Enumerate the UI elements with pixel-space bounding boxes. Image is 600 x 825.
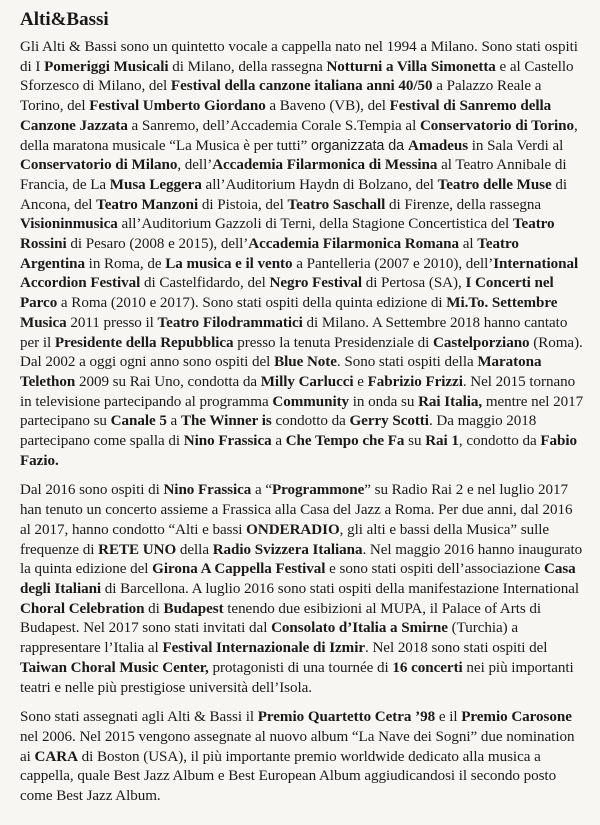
bold-text-run: Mi.To. Settembre Musica: [20, 295, 558, 331]
text-run: di Milano. A Settembre 2018 hanno cantato per il: [20, 314, 568, 351]
paragraph-career: [20, 38, 586, 471]
text-run: in Roma, de: [84, 255, 166, 272]
text-run: a Baveno (VB), del: [265, 98, 390, 115]
text-run: di Castelfidardo, del: [140, 275, 270, 292]
text-run: a Palazzo Reale a Torino, del: [20, 78, 542, 115]
bold-text-run: Musa Leggera: [109, 176, 202, 193]
bold-text-run: Festival Internazionale di Izmir: [162, 640, 365, 657]
text-run: di Ancona, del: [20, 176, 568, 213]
text-run: . Nel 2018 sono stati ospiti del: [365, 640, 548, 657]
bold-text-run: Festival della canzone italiana anni 40/50: [170, 78, 433, 95]
bold-text-run: Negro Festival: [269, 275, 362, 292]
bold-text-run: Festival di Sanremo della Canzone Jazzata: [20, 98, 552, 134]
bold-text-run: Nino Frassica: [183, 433, 272, 450]
text-run: di Pesaro (2008 e 2015), dell’: [66, 236, 249, 253]
text-run: ” su Radio Rai 2 e nel luglio 2017 han tenuto un concerto assieme a Frassica alla Casa del Jazz a Roma. Per due anni, dal 2016 al 2017, hanno condotto “Alti e bassi: [20, 482, 573, 538]
bold-text-run: Castelporziano: [432, 334, 530, 351]
text-run: di Boston (USA), il più importante premio worldwide dedicato alla musica a cappella, quale Best Jazz Album e Best European Album aggiudicandosi il secondo posto come Best Jazz Album.: [20, 748, 557, 805]
text-run: di: [144, 600, 164, 617]
bold-text-run: Maratona Telethon: [20, 354, 542, 390]
bold-text-run: RETE UNO: [98, 541, 177, 558]
text-run: mentre nel 2017 partecipano su: [20, 393, 584, 430]
bold-text-run: 16 concerti: [392, 659, 463, 676]
bold-text-run: Teatro Manzoni: [96, 196, 199, 213]
bold-text-run: Blue Note: [274, 354, 337, 371]
bold-text-run: Nino Frassica: [163, 482, 252, 499]
text-run: e il: [435, 709, 462, 726]
bold-text-run: Fabrizio Frizzi: [367, 373, 463, 390]
text-run: Sono stati assegnati agli Alti & Bassi il: [20, 709, 258, 726]
bold-text-run: Milly Carlucci: [260, 373, 354, 390]
text-run: , gli alti e bassi della Musica” sulle frequenze di: [20, 521, 550, 558]
bold-text-run: I Concerti nel Parco: [20, 275, 554, 312]
text-run: Gli Alti & Bassi sono un quintetto vocale a cappella nato nel 1994 a Milano. Sono stati ospiti di I: [20, 39, 578, 75]
bold-text-run: Community: [272, 393, 350, 410]
text-run: organizzata da: [310, 137, 408, 154]
text-run: , condotto da: [458, 433, 541, 450]
text-run: di Milano, della rassegna: [168, 58, 327, 75]
text-run: . Nel 2015 tornano in televisione partecipando al programma: [20, 373, 576, 410]
bold-text-run: Conservatorio di Milano: [20, 157, 178, 174]
text-run: a Roma (2010 e 2017). Sono stati ospiti della quinta edizione di: [57, 295, 447, 312]
bold-text-run: Presidente della Repubblica: [54, 334, 234, 351]
text-run: protagonisti di una tournée di: [208, 659, 393, 676]
text-run: 2009 su Rai Uno, condotta da: [75, 373, 261, 390]
text-run: (Roma). Dal 2002 a oggi ogni anno sono ospiti del: [20, 334, 583, 371]
bold-text-run: Gerry Scotti: [349, 413, 429, 430]
text-run: di Firenze, della rassegna: [385, 196, 542, 213]
text-run: all’Auditorium Haydn di Bolzano, del: [201, 176, 438, 193]
bold-text-run: Festival Umberto Giordano: [89, 98, 266, 115]
bold-text-run: ONDERADIO: [246, 521, 340, 538]
bold-text-run: Girona A Cappella Festival: [152, 561, 326, 578]
text-run: condotto da: [271, 413, 350, 430]
text-run: e sono stati ospiti dell’associazione: [325, 561, 544, 578]
bold-text-run: Consolato d’Italia a Smirne: [271, 620, 448, 637]
bold-text-run: Amadeus: [407, 137, 469, 154]
bold-text-run: The Winner is: [180, 413, 272, 430]
paragraph-radio-international: [20, 481, 586, 698]
text-run: di Pistoia, del: [198, 196, 288, 213]
bold-text-run: Che Tempo che Fa: [285, 433, 405, 450]
document-body: [20, 38, 586, 807]
text-run: al: [459, 236, 478, 253]
text-run: a Sanremo, dell’Accademia Corale S.Tempia al: [127, 117, 420, 134]
bold-text-run: Visioninmusica: [20, 216, 118, 233]
text-run: di Barcellona. A luglio 2016 sono stati ospiti della manifestazione International: [101, 580, 580, 597]
bold-text-run: Conservatorio di Torino: [419, 117, 574, 134]
bold-text-run: Premio Quartetto Cetra ’98: [257, 709, 436, 726]
text-run: a: [271, 433, 286, 450]
text-run: su: [404, 433, 426, 450]
text-run: Dal 2016 sono ospiti di: [20, 482, 164, 499]
text-run: . Da maggio 2018 partecipano come spalla di: [20, 413, 537, 450]
bold-text-run: Radio Svizzera Italiana: [212, 541, 363, 558]
text-run: . Sono stati ospiti della: [336, 354, 478, 371]
bold-text-run: Accademia Filarmonica di Messina: [212, 157, 438, 174]
bold-text-run: Programmone: [272, 482, 365, 499]
text-run: all’Auditorium Gazzoli di Terni, della Stagione Concertistica del: [117, 216, 513, 233]
bold-text-run: Rai 1: [425, 433, 459, 450]
bold-text-run: Teatro delle Muse: [437, 176, 552, 193]
text-run: nel 2006. Nel 2015 vengono assegnate al nuovo album “La Nave dei Sogni” due nomination ai: [20, 728, 575, 765]
bold-text-run: La musica e il vento: [165, 255, 293, 272]
bold-text-run: Rai Italia,: [418, 393, 483, 410]
text-run: al Teatro Annibale di Francia, de La: [20, 157, 567, 193]
text-run: tenendo due esibizioni al MUPA, il Palace of Arts di Budapest. Nel 2017 sono stati invitati dal: [20, 600, 542, 637]
bold-text-run: Pomeriggi Musicali: [44, 58, 169, 75]
bold-text-run: Accademia Filarmonica Romana: [248, 236, 459, 253]
text-run: presso la tenuta Presidenziale di: [233, 334, 433, 351]
text-run: a Pantelleria (2007 e 2010), dell’: [292, 255, 494, 272]
text-run: , dell’: [177, 157, 213, 174]
bold-text-run: CARA: [34, 748, 78, 765]
bold-text-run: Casa degli Italiani: [20, 561, 576, 597]
bold-text-run: Choral Celebration: [20, 600, 145, 617]
bold-text-run: International Accordion Festival: [20, 255, 579, 292]
text-run: e: [353, 373, 368, 390]
text-run: 2011 presso il: [66, 314, 158, 331]
bold-text-run: Fabio Fazio.: [20, 433, 578, 469]
text-run: . Nel maggio 2016 hanno inaugurato la quinta edizione del: [20, 541, 583, 578]
text-run: , della maratona musicale “La Musica è per tutti”: [20, 117, 578, 154]
bold-text-run: Teatro Argentina: [20, 236, 519, 272]
bold-text-run: Premio Carosone: [461, 709, 572, 726]
bold-text-run: Notturni a Villa Simonetta: [326, 58, 496, 75]
bold-text-run: Budapest: [163, 600, 224, 617]
text-run: della: [176, 541, 213, 558]
document-title: Alti&Bassi: [20, 9, 109, 30]
text-run: (Turchia) a rappresentare l’Italia al: [20, 620, 519, 657]
bold-text-run: Teatro Rossini: [20, 216, 555, 253]
bold-text-run: Teatro Saschall: [287, 196, 386, 213]
text-run: e al Castello Sforzesco di Milano, del: [20, 58, 574, 95]
text-run: nei più importanti teatri e nelle più prestigiose università dell’Isola.: [20, 659, 574, 696]
text-run: a “: [251, 482, 273, 499]
paragraph-awards: [20, 708, 586, 807]
text-run: in onda su: [349, 393, 419, 410]
bold-text-run: Taiwan Choral Music Center,: [20, 659, 209, 676]
text-run: in Sala Verdi al: [468, 137, 564, 154]
text-run: a: [166, 413, 181, 430]
bold-text-run: Teatro Filodrammatici: [157, 314, 303, 331]
bold-text-run: Canale 5: [110, 413, 167, 430]
text-run: di Pertosa (SA),: [361, 275, 466, 292]
